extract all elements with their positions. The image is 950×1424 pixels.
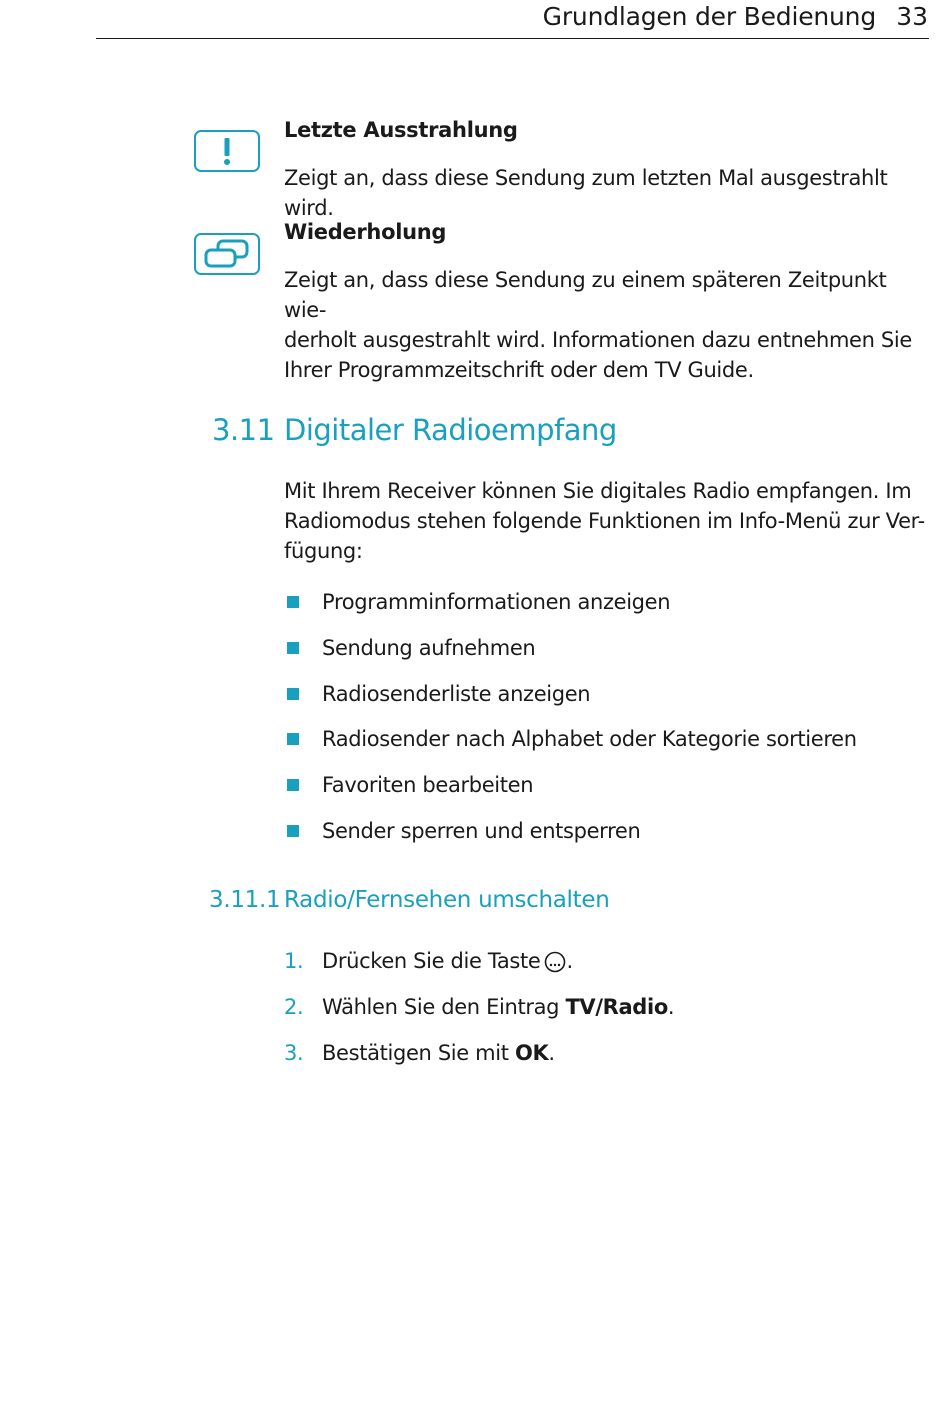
list-item-text: Radiosenderliste anzeigen	[322, 681, 591, 706]
list-item	[284, 634, 857, 680]
step-item	[284, 993, 674, 1039]
step-text-end: .	[566, 949, 573, 973]
text-line: Ihrer Programmzeitschrift oder dem TV Guide.	[284, 358, 754, 382]
list-item	[284, 817, 857, 863]
feature-list	[284, 588, 857, 863]
text-line: Zeigt an, dass diese Sendung zu einem späteren Zeitpunkt wie-	[284, 268, 887, 322]
item-title-last-broadcast: Letzte Ausstrahlung	[284, 118, 518, 142]
step-text: Drücken Sie die Taste	[322, 949, 541, 973]
bullet-icon	[287, 642, 299, 654]
subsection-title: Radio/Fernsehen umschalten	[284, 887, 610, 913]
step-text: Wählen Sie den Eintrag	[322, 995, 566, 1019]
bullet-icon	[287, 733, 299, 745]
page-number: 33	[896, 2, 928, 31]
subsection-number: 3.11.1	[209, 887, 281, 913]
text-line: Radiomodus stehen folgende Funktionen im Info-Menü zur Ver-	[284, 509, 925, 533]
list-item	[284, 680, 857, 726]
section-title: Digitaler Radioempfang	[284, 413, 617, 447]
list-item-text: Programminformationen anzeigen	[322, 590, 671, 614]
exclamation-icon	[194, 130, 260, 172]
step-text-end: .	[548, 1041, 555, 1065]
bullet-icon	[287, 825, 299, 837]
list-item-text: Sendung aufnehmen	[322, 635, 536, 660]
item-text-last-broadcast: Zeigt an, dass diese Sendung zum letzten Mal ausgestrahlt wird.	[284, 166, 888, 220]
list-item-text: Radiosender nach Alphabet oder Kategorie sortieren	[322, 727, 857, 752]
section-number: 3.11	[212, 413, 275, 447]
list-item-text: Sender sperren und entsperren	[322, 818, 641, 843]
info-key-icon	[544, 951, 566, 973]
item-text-repeat	[284, 265, 934, 385]
step-number: 3.	[284, 1041, 304, 1065]
section-intro	[284, 476, 934, 566]
text-line: Mit Ihrem Receiver können Sie digitales Radio empfangen. Im	[284, 479, 912, 503]
list-item	[284, 725, 857, 771]
list-item-text: Favoriten bearbeiten	[322, 773, 534, 798]
header-title: Grundlagen der Bedienung	[542, 2, 876, 31]
list-item	[284, 588, 857, 634]
text-line: derholt ausgestrahlt wird. Informationen dazu entnehmen Sie	[284, 328, 912, 352]
step-emphasis: TV/Radio	[565, 995, 668, 1019]
item-title-repeat: Wiederholung	[284, 220, 447, 244]
list-item	[284, 771, 857, 817]
step-list	[284, 947, 674, 1085]
page-header	[0, 0, 950, 40]
bullet-icon	[287, 688, 299, 700]
step-text-end: .	[667, 995, 675, 1019]
step-number: 2.	[284, 995, 304, 1019]
header-divider	[96, 38, 929, 39]
step-item	[284, 947, 674, 993]
step-text: Bestätigen Sie mit	[322, 1041, 515, 1065]
step-emphasis: OK	[514, 1041, 549, 1065]
step-number: 1.	[284, 949, 304, 973]
step-item	[284, 1039, 674, 1085]
bullet-icon	[287, 779, 299, 791]
repeat-icon	[194, 233, 260, 275]
text-line: fügung:	[284, 539, 363, 563]
bullet-icon	[287, 596, 299, 608]
